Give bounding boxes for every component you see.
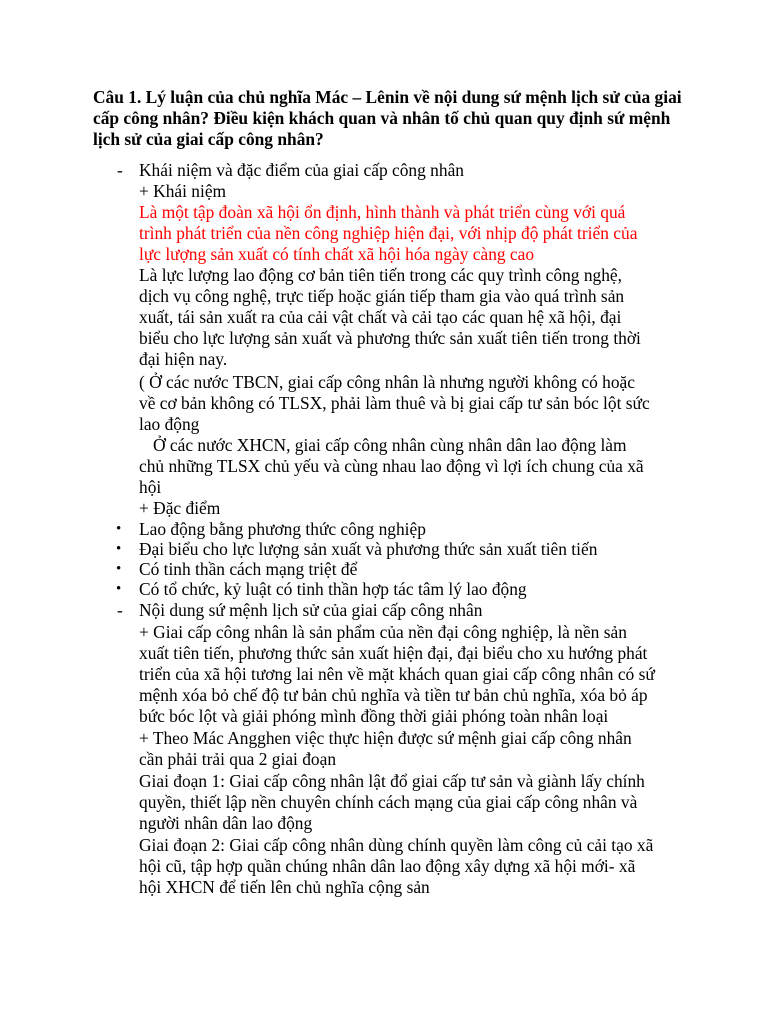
text-line: ( Ở các nước TBCN, giai cấp công nhân là nhưng người không có hoặc [139,372,635,392]
bullet-item: Đại biểu cho lực lượng sản xuất và phương thức sản xuất tiên tiến [139,539,598,559]
bullet-marker: • [116,581,122,597]
text-line: Giai đoạn 1: Giai cấp công nhân lật đổ giai cấp tư sản và giành lấy chính [139,771,645,791]
text-line: quyền, thiết lập nền chuyên chính cách mạng của giai cấp công nhân và [139,792,638,812]
text-line: Là lực lượng lao động cơ bản tiên tiến trong các quy trình công nghệ, [139,265,622,285]
question-heading: Câu 1. Lý luận của chủ nghĩa Mác – Lênin về nội dung sứ mệnh lịch sử của giai cấp công nhân? Điều kiện khách quan và nhân tố chủ quan quy định sứ mệnh lịch sử của giai cấp công nhân? [93,87,682,149]
bullet-item: Lao động bằng phương thức công nghiệp [139,519,426,539]
text-line: xuất, tái sản xuất ra của cải vật chất và cải tạo các quan hệ xã hội, đại [139,307,622,327]
text-line: lao động [139,414,200,434]
text-line: hội [139,477,162,497]
bullet-item: Có tổ chức, kỷ luật có tinh thần hợp tác tâm lý lao động [139,579,527,599]
text-line: dịch vụ công nghệ, trực tiếp hoặc gián tiếp tham gia vào quá trình sản [139,286,625,306]
bullet-marker: • [116,561,122,577]
text-line: triển của xã hội tương lai nên về mặt khách quan giai cấp công nhân có sứ [139,664,655,684]
text-line: cần phải trải qua 2 giai đoạn [139,749,337,769]
dash-marker: - [117,160,123,180]
text-line: biểu cho lực lượng sản xuất và phương thức sản xuất tiên tiến trong thời [139,328,641,348]
text-line: đại hiện nay. [139,349,228,369]
text-line: + Đặc điểm [139,498,221,518]
text-line: hội XHCN để tiến lên chủ nghĩa cộng sản [139,877,430,897]
text-line: Giai đoạn 2: Giai cấp công nhân dùng chính quyền làm công củ cải tạo xã [139,835,654,855]
bullet-item: Có tinh thần cách mạng triệt để [139,559,358,579]
text-line: về cơ bản không có TLSX, phải làm thuê và bị giai cấp tư sản bóc lột sức [139,393,650,413]
text-line: Ở các nước XHCN, giai cấp công nhân cùng nhân dân lao động làm [153,435,627,455]
dash-marker: - [117,600,123,620]
text-line: mệnh xóa bỏ chế độ tư bản chủ nghĩa và tiền tư bản chủ nghĩa, xóa bỏ áp [139,685,648,705]
text-line: hội cũ, tập hợp quần chúng nhân dân lao động xây dựng xã hội mới- xã [139,856,636,876]
bullet-marker: • [116,541,122,557]
text-line: bức bóc lột và giải phóng mình đồng thời giải phóng toàn nhân loại [139,706,609,726]
text-line: Là một tập đoàn xã hội ổn định, hình thành và phát triển cùng với quá [139,202,626,222]
text-line: trình phát triển của nền công nghiệp hiện đại, với nhịp độ phát triển của [139,223,638,243]
text-line: xuất tiên tiến, phương thức sản xuất hiện đại, đại biểu cho xu hướng phát [139,643,648,663]
text-line: chủ những TLSX chủ yếu và cùng nhau lao động vì lợi ích chung của xã [139,456,644,476]
text-line: + Khái niệm [139,181,227,201]
text-line: + Theo Mác Angghen việc thực hiện được sứ mệnh giai cấp công nhân [139,728,632,748]
text-line: người nhân dân lao động [139,813,313,833]
text-line: + Giai cấp công nhân là sản phẩm của nền đại công nghiệp, là nền sản [139,622,627,642]
bullet-marker: • [116,521,122,537]
text-line: lực lượng sản xuất có tính chất xã hội hóa ngày càng cao [139,244,535,264]
dash-item: Nội dung sứ mệnh lịch sử của giai cấp công nhân [139,600,483,620]
dash-item: Khái niệm và đặc điểm của giai cấp công nhân [139,160,464,180]
